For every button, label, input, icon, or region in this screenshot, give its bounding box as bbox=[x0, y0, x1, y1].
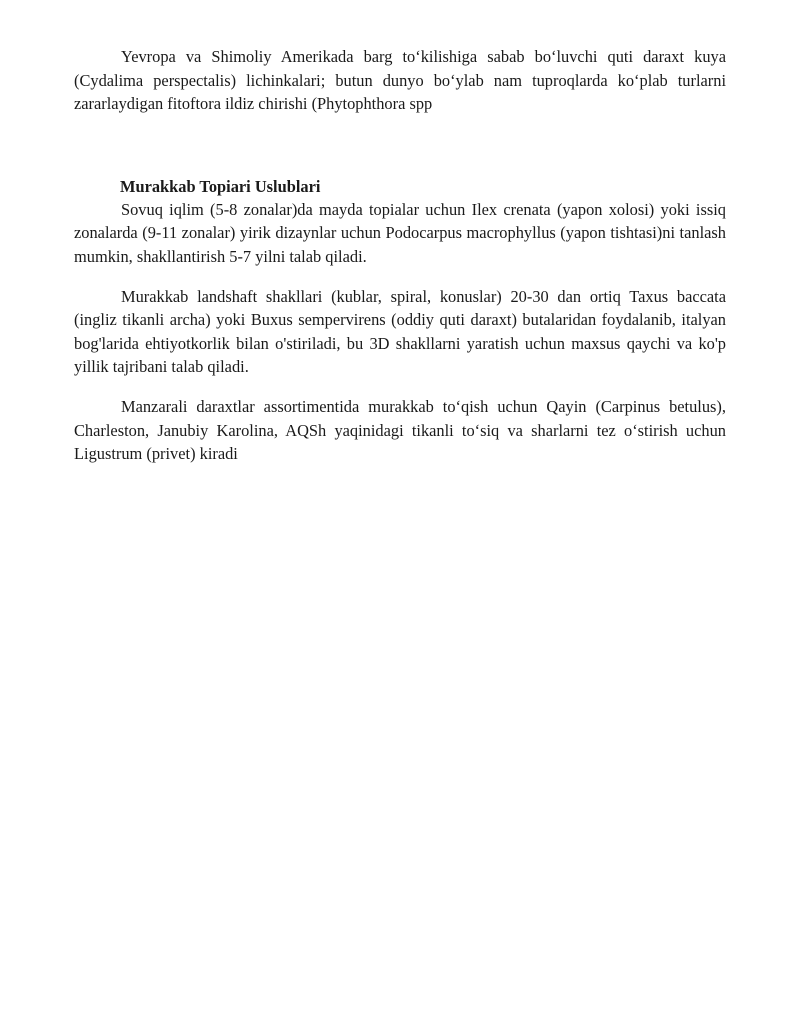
paragraph-pests: Yevropa va Shimoliy Amerikada barg to‘kilishiga sabab bo‘luvchi quti daraxt kuya (Cydalima perspectalis) lichinkalari; butun dunyo bo‘ylab nam tuproqlarda ko‘plab turlarni zararlaydigan fitoftora ildiz chirishi (Phytophthora spp bbox=[74, 47, 726, 114]
paragraph-climate-choice: Sovuq iqlim (5-8 zonalar)da mayda topialar uchun Ilex crenata (yapon xolosi) yoki issiq zonalarda (9-11 zonalar) yirik dizaynlar uchun Podocarpus macrophyllus (yapon tishtasi)ni tanlash mumkin, shakllantirish 5-7 yilni talab qiladi. bbox=[74, 199, 726, 266]
paragraph-assortment: Manzarali daraxtlar assortimentida murakkab to‘qish uchun Qayin (Carpinus betulus), Charleston, Janubiy Karolina, AQSh yaqinidagi tikanli to‘siq va sharlarni tez o‘stirish uchun Ligustrum (privet) kiradi bbox=[74, 396, 726, 464]
document-body bbox=[74, 45, 726, 466]
section-heading: Murakkab Topiari Uslublari bbox=[120, 176, 321, 196]
paragraph-landscape-shapes: Murakkab landshaft shakllari (kublar, spiral, konuslar) 20-30 dan ortiq Taxus baccata (ingliz tikanli archa) yoki Buxus sempervirens (oddiy quti daraxt) butalaridan foydalanib, italyan bog'larida ehtiyotkorlik bilan o'stiriladi, bu 3D shakllarni yaratish uchun maxsus qaychi va ko'p yillik tajribani talab qiladi. bbox=[74, 286, 726, 377]
